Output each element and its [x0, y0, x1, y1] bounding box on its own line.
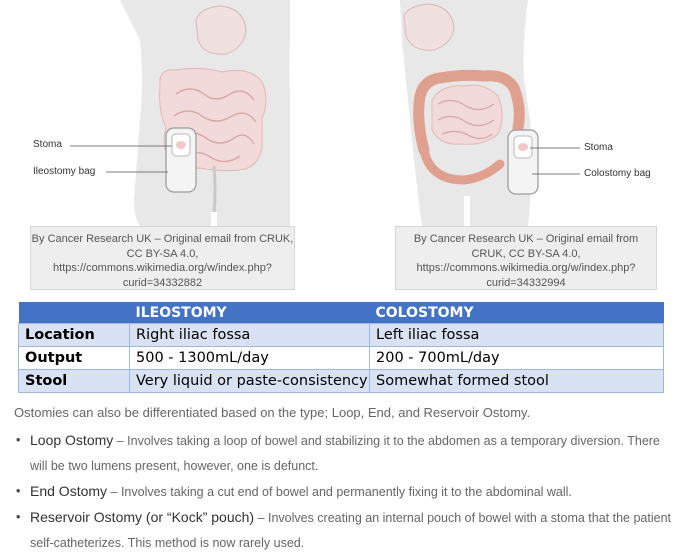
- ileostomy-figure: [0, 0, 290, 230]
- table-row: [19, 370, 664, 393]
- caption-line: By Cancer Research UK – Original email from CRUK,: [31, 233, 294, 245]
- colostomy-caption: [395, 226, 657, 290]
- bullet-icon: •: [16, 484, 21, 498]
- table-row: [19, 324, 664, 347]
- bullet-icon: •: [16, 510, 21, 524]
- table-cell: Somewhat formed stool: [370, 370, 664, 393]
- table-header-cell: COLOSTOMY: [370, 302, 664, 324]
- ileostomy-illustration: [0, 0, 290, 230]
- table-header-cell: ILEOSTOMY: [130, 302, 370, 324]
- ostomy-types-list: [14, 428, 674, 556]
- list-item: • End Ostomy – Involves taking a cut end of bowel and permanently fixing it to the abdominal wall.: [14, 479, 674, 505]
- table-cell: 500 - 1300mL/day: [130, 347, 370, 370]
- list-term: End Ostomy: [30, 483, 108, 499]
- table-header-row: [19, 302, 664, 324]
- caption-line: curid=34332994: [486, 276, 566, 289]
- row-label: Stool: [19, 370, 130, 393]
- caption-link[interactable]: https://commons.wikimedia.org/w/index.php?: [416, 262, 636, 274]
- table-cell: Very liquid or paste-consistency: [130, 370, 370, 393]
- table-header-cell: [19, 302, 130, 324]
- caption-line: CRUK, CC BY-SA 4.0,: [471, 247, 581, 260]
- list-item: • Loop Ostomy – Involves taking a loop of bowel and stabilizing it to the abdomen as a temporary diversion. There will be two lumens present, however, one is defunct.: [14, 428, 674, 479]
- colostomy-bag-label: Colostomy bag: [584, 168, 651, 179]
- row-label: Location: [19, 324, 130, 347]
- list-item: • Reservoir Ostomy (or “Kock” pouch) – Involves creating an internal pouch of bowel with a stoma that the patient self-catheterizes. This method is now rarely used.: [14, 505, 674, 556]
- list-desc: Involves taking a cut end of bowel and permanently fixing it to the abdominal wall.: [120, 485, 572, 499]
- table-row: [19, 347, 664, 370]
- ostomy-comparison-table: [18, 302, 664, 393]
- intro-paragraph: Ostomies can also be differentiated based on the type; Loop, End, and Reservoir Ostomy.: [14, 405, 531, 420]
- caption-link[interactable]: https://commons.wikimedia.org/w/index.php?: [53, 262, 272, 274]
- caption-line: By Cancer Research UK – Original email from: [413, 233, 639, 245]
- colostomy-illustration: [372, 0, 662, 230]
- list-desc: Involves taking a loop of bowel and stabilizing it to the abdomen as a temporary diversion. There will be two lumens present, however, one is defunct.: [30, 434, 660, 473]
- stoma-label: Stoma: [33, 139, 62, 150]
- list-term: Loop Ostomy: [30, 432, 114, 448]
- table-cell: Right iliac fossa: [130, 324, 370, 347]
- bullet-icon: •: [16, 433, 21, 447]
- ileostomy-bag-label: Ileostomy bag: [33, 166, 96, 177]
- colostomy-figure: [372, 0, 662, 230]
- caption-line: CC BY-SA 4.0,: [126, 247, 199, 260]
- list-term: Reservoir Ostomy (or “Kock” pouch): [30, 509, 255, 525]
- table-cell: Left iliac fossa: [370, 324, 664, 347]
- caption-line: curid=34332882: [122, 276, 203, 289]
- stoma-label: Stoma: [584, 142, 613, 153]
- table-cell: 200 - 700mL/day: [370, 347, 664, 370]
- list-desc: Involves creating an internal pouch of bowel with a stoma that the patient self-catheterizes. This method is now rarely used.: [30, 511, 671, 550]
- row-label: Output: [19, 347, 130, 370]
- ileostomy-caption: [30, 226, 295, 290]
